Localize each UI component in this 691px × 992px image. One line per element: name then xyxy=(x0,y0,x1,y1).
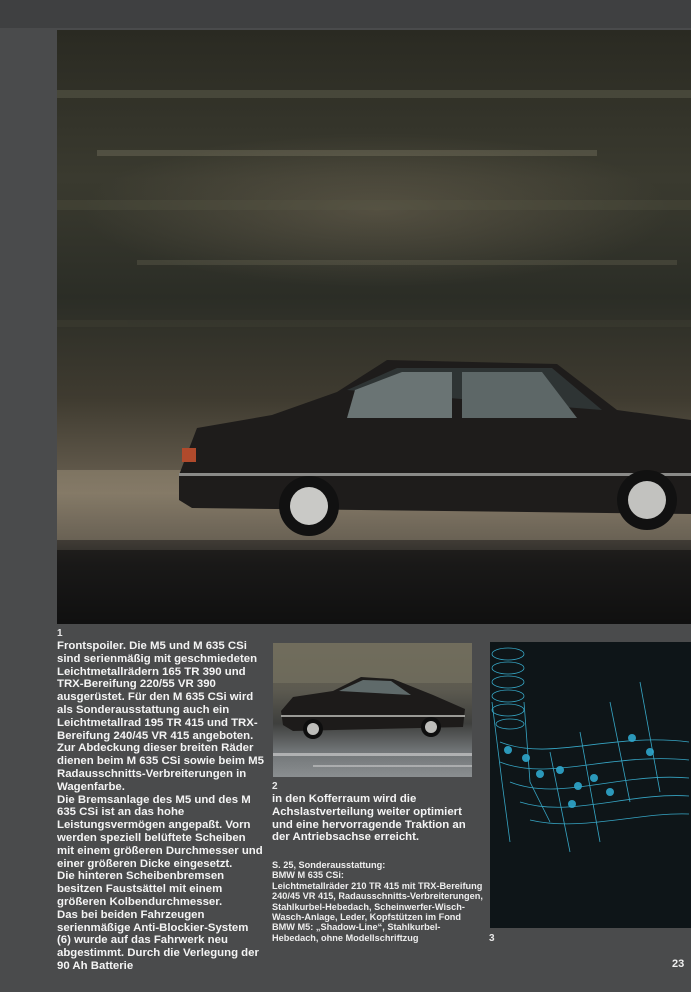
body-text-column-1 xyxy=(57,640,265,973)
figure-number-2: 2 xyxy=(272,781,278,792)
body-text-column-2: in den Kofferraum wird die Achslastverteilung weiter optimiert und eine hervorragende Traktion an der Antriebsachse erreicht. xyxy=(272,793,466,844)
caption-line-3: Leichtmetallräder 210 TR 415 mit TRX-Bereifung 240/45 VR 415, Radausschnitts-Verbreiterungen, Stahlkurbel-Hebedach, Scheinwerfer-Wisch-Wasch-Anlage, Leder, Kopfstützen im Fond xyxy=(272,880,483,923)
top-margin-strip xyxy=(0,0,691,28)
caption-line-4: BMW M5: „Shadow-Line“, Stahlkurbel-Hebedach, ohne Modellschriftzug xyxy=(272,922,441,943)
page-number: 23 xyxy=(672,958,685,970)
equipment-caption xyxy=(272,860,484,943)
paragraph-abs: Das bei beiden Fahrzeugen serienmäßige Anti-Blockier-System (6) wurde auf das Fahrwerk neu abgestimmt. Durch die Verlegung der 90 Ah Batterie xyxy=(57,908,259,972)
road-shadow xyxy=(57,550,691,624)
figure-number-1: 1 xyxy=(57,628,63,639)
figure-number-3: 3 xyxy=(489,933,495,944)
paragraph-brakes: Die Bremsanlage des M5 und des M 635 CSi ist an das hohe Leistungsvermögen angepaßt. Vorn werden speziell belüftete Scheiben mit einem größeren Durchmesser und einer größeren Dicke eingesetzt. xyxy=(57,793,263,870)
caption-line-1: S. 25, Sonderausstattung: xyxy=(272,860,386,870)
motion-blur-streaks xyxy=(57,90,691,327)
wireframe-illustration xyxy=(490,642,691,928)
caption-line-2: BMW M 635 CSi: xyxy=(272,870,344,881)
wireframe-cad-image xyxy=(490,642,691,928)
paragraph-rear-brakes: Die hinteren Scheibenbremsen besitzen Faustsättel mit einem größeren Kolbendurchmesser. xyxy=(57,870,225,908)
paragraph-wheels: Frontspoiler. Die M5 und M 635 CSi sind serienmäßig mit geschmiedeten Leichtmetallrädern 165 TR 390 und TRX-Bereifung 220/55 VR 390 ausgerüstet. Für den M 635 CSi wird als Sonderausstattung auch ein Leichtmetallrad 195 TR 415 und TRX-Bereifung 240/45 VR 415 angeboten. Zur Abdeckung dieser breiten Räder dienen beim M 635 CSi sowie beim M5 Radausschnitts-Verbreiterungen in Wagenfarbe. xyxy=(57,640,264,793)
photo-bmw-m635csi xyxy=(273,643,472,777)
coupe-illustration xyxy=(273,643,472,777)
car-illustration xyxy=(57,30,691,624)
main-photo-bmw-m5 xyxy=(57,30,691,624)
